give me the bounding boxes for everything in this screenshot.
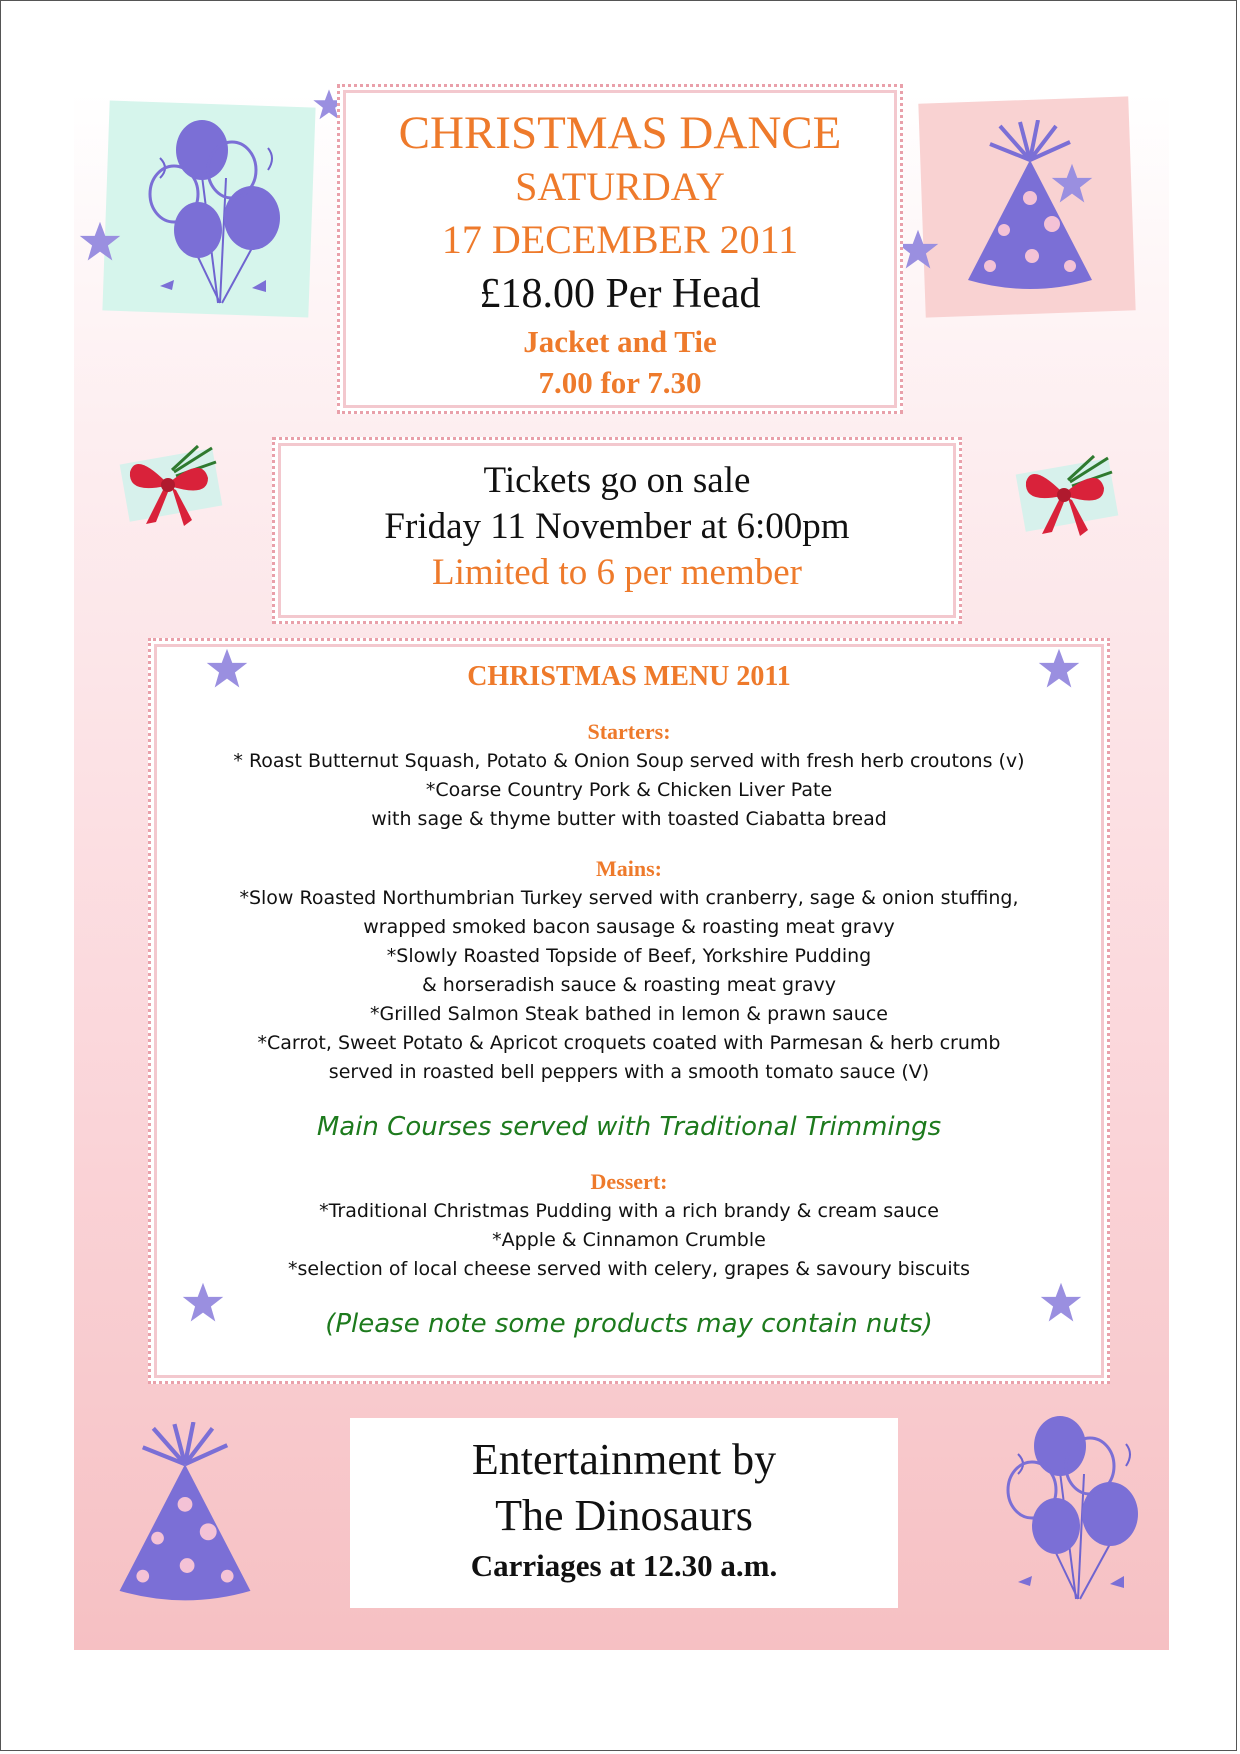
event-day: SATURDAY [515,164,725,209]
starter-item: with sage & thyme butter with toasted Ciabatta bread [371,808,887,830]
tickets-line-2: Friday 11 November at 6:00pm [384,506,850,547]
dessert-item: *Traditional Christmas Pudding with a rich brandy & cream sauce [319,1200,939,1222]
bow-icon [1012,452,1122,542]
band-name: The Dinosaurs [495,1491,753,1540]
tickets-line-1: Tickets go on sale [483,460,751,501]
dessert-item: *selection of local cheese served with celery, grapes & savoury biscuits [287,1258,971,1280]
entertainment-line-1: Entertainment by [471,1435,777,1484]
star-icon [205,647,249,691]
star-icon [1050,162,1094,206]
main-item: served in roasted bell peppers with a smooth tomato sauce (V) [328,1061,930,1083]
mains-heading: Mains: [596,856,662,881]
event-header-panel [337,84,903,414]
dessert-heading: Dessert: [590,1169,668,1194]
main-item: wrapped smoked bacon sausage & roasting meat gravy [363,916,895,938]
event-time: 7.00 for 7.30 [538,365,702,400]
tickets-limit: Limited to 6 per member [432,552,802,593]
dessert-item: *Apple & Cinnamon Crumble [492,1229,766,1251]
main-item: & horseradish sauce & roasting meat gravy [421,974,837,996]
trimmings-note: Main Courses served with Traditional Trimmings [316,1112,942,1142]
main-item: *Slow Roasted Northumbrian Turkey served with cranberry, sage & onion stuffing, [239,887,1019,909]
party-hat-icon [960,120,1100,300]
starter-item: *Coarse Country Pork & Chicken Liver Pate [425,779,833,801]
event-price: £18.00 Per Head [479,271,761,317]
event-date: 17 DECEMBER 2011 [441,217,799,262]
star-icon [1039,1281,1083,1325]
main-item: *Slowly Roasted Topside of Beef, Yorkshire Pudding [386,945,872,967]
star-icon [78,220,122,264]
star-icon [1037,647,1081,691]
carriages-time: Carriages at 12.30 a.m. [470,1548,778,1583]
starter-item: * Roast Butternut Squash, Potato & Onion Soup served with fresh herb croutons (v) [233,750,1025,772]
balloons-icon [140,118,300,318]
bow-icon [116,442,226,532]
menu-panel [148,638,1110,1384]
event-title: CHRISTMAS DANCE [398,107,842,159]
menu-title: CHRISTMAS MENU 2011 [467,661,791,692]
star-icon [181,1281,225,1325]
main-item: *Grilled Salmon Steak bathed in lemon & prawn sauce [370,1003,888,1025]
starters-heading: Starters: [587,719,671,744]
entertainment-panel [350,1418,898,1608]
main-item: *Carrot, Sweet Potato & Apricot croquets coated with Parmesan & herb crumb [257,1032,1001,1054]
party-hat-icon [110,1422,260,1612]
nuts-note: (Please note some products may contain nuts) [325,1309,933,1339]
tickets-panel [272,437,962,624]
dress-code: Jacket and Tie [523,324,717,359]
balloons-icon [998,1414,1158,1614]
